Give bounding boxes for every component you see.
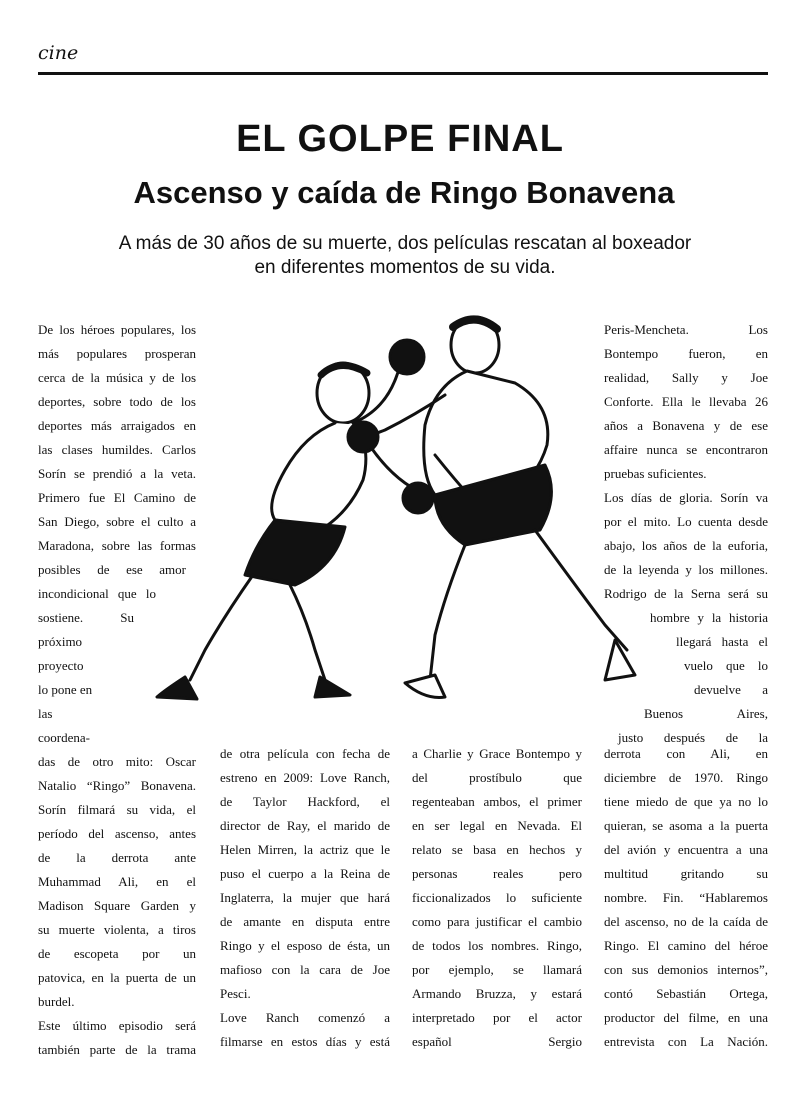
text-line: próximo [38, 634, 83, 649]
left-boxer-figure [157, 340, 433, 699]
article-deck: A más de 30 años de su muerte, dos películas rescatan al boxeador en diferentes momentos de su vida. [118, 233, 692, 278]
text-line: deportes más arraigados en [38, 418, 196, 433]
text-line: puso el cuerpo a la Reina de [220, 866, 390, 881]
text-line: entrevista con La Nación. [604, 1034, 768, 1049]
text-line: de la derrota ante [38, 850, 196, 865]
text-line: Armando Bruzza, y estará [412, 986, 582, 1001]
text-line: del ascenso, no de la caída de [604, 914, 768, 929]
text-line: posibles de ese amor [38, 562, 186, 577]
text-line: interpretado por el actor [412, 1010, 582, 1025]
text-line: abajo, los años de la euforia, [604, 538, 768, 553]
section-label: cine [38, 42, 79, 64]
text-line: llegará hasta el [676, 634, 768, 649]
text-line: Helen Mirren, la actriz que le [220, 842, 390, 857]
text-line: Ringo. El camino del héroe [604, 938, 768, 953]
text-line: hombre y la historia [650, 610, 768, 625]
text-line: deportes, sobre todo de los [38, 394, 196, 409]
text-line: tiene miedo de que ya no lo [604, 794, 768, 809]
text-line: Este último episodio será [38, 1018, 196, 1033]
text-line: multitud gritando su [604, 866, 768, 881]
text-line: del avión y encuentra a una [604, 842, 768, 857]
text-line: en ser legal en Nevada. El [412, 818, 582, 833]
text-line: devuelve a [694, 682, 768, 697]
header-rule [38, 72, 768, 75]
text-line: más populares prosperan [38, 346, 196, 361]
text-line: español Sergio [412, 1034, 582, 1049]
text-line: de otra película con fecha de [220, 746, 390, 761]
text-line: realidad, Sally y Joe [604, 370, 768, 385]
text-line: pruebas suficientes. [604, 466, 707, 481]
text-line: San Diego, sobre el culto a [38, 514, 196, 529]
text-line: años a Bonavena y de ese [604, 418, 768, 433]
text-line: personas reales pero [412, 866, 582, 881]
text-line: también parte de la trama [38, 1042, 196, 1057]
text-line: patovica, en la puerta de un [38, 970, 196, 985]
text-line: con sus demonios internos”, [604, 962, 768, 977]
text-line: del prostíbulo que [412, 770, 582, 785]
text-line: Conforte. Ella le llevaba 26 [604, 394, 768, 409]
text-line: affaire nunca se encontraron [604, 442, 768, 457]
text-line: Ringo y el esposo de ésta, un [220, 938, 390, 953]
text-line: período del ascenso, antes [38, 826, 196, 841]
text-line: Maradona, sobre las formas [38, 538, 196, 553]
text-line: derrota con Ali, en [604, 746, 768, 761]
text-line: proyecto [38, 658, 84, 673]
text-line: lo pone en [38, 682, 93, 697]
text-line: Madison Square Garden y [38, 898, 196, 913]
text-line: Sorín se prendió a la veta. [38, 466, 196, 481]
text-line: Inglaterra, la mujer que hará [220, 890, 390, 905]
text-line: incondicional que lo [38, 586, 156, 601]
text-line: Muhammad Ali, en el [38, 874, 196, 889]
text-line: regenteaban ambos, el primer [412, 794, 582, 809]
text-line: por ejemplo, se llamará [412, 962, 582, 977]
text-line: ficcionalizados lo suficiente [412, 890, 582, 905]
text-line: como para justificar el cambio [412, 914, 582, 929]
text-line: Rodrigo de la Serna será su [604, 586, 768, 601]
text-line: de escopeta por un [38, 946, 196, 961]
text-line: justo después de la [618, 730, 768, 745]
text-line: Buenos Aires, [644, 706, 768, 721]
text-line: las clases humildes. Carlos [38, 442, 196, 457]
text-line: coordena- [38, 730, 90, 745]
text-line: quieran, se asoma a la puerta [604, 818, 768, 833]
text-line: las [38, 706, 53, 721]
text-line: relato se basa en hechos y [412, 842, 582, 857]
text-line: director de Ray, el marido de [220, 818, 390, 833]
text-line: productor del filme, en una [604, 1010, 768, 1025]
text-line: de todos los nombres. Ringo, [412, 938, 582, 953]
text-line: Sorín filmará su vida, el [38, 802, 196, 817]
text-line: cerca de la música y de los [38, 370, 196, 385]
text-line: filmarse en estos días y está [220, 1034, 390, 1049]
text-line: burdel. [38, 994, 75, 1009]
text-line: Pesci. [220, 986, 251, 1001]
text-line: contó Sebastián Ortega, [604, 986, 768, 1001]
text-line: Primero fue El Camino de [38, 490, 196, 505]
text-line: nombre. Fin. “Hablaremos [604, 890, 768, 905]
boxers-illustration [135, 305, 645, 710]
text-line: diciembre de 1970. Ringo [604, 770, 768, 785]
text-line: De los héroes populares, los [38, 322, 196, 337]
text-line: de amante en disputa entre [220, 914, 390, 929]
text-line: su muerte violenta, a tiros [38, 922, 196, 937]
text-line: a Charlie y Grace Bontempo y [412, 746, 582, 761]
text-line: Los días de gloria. Sorín va [604, 490, 768, 505]
text-line: sostiene. Su [38, 610, 134, 625]
text-line: Love Ranch comenzó a [220, 1010, 390, 1025]
text-line: Bontempo fueron, en [604, 346, 768, 361]
article-title: EL GOLPE FINAL [236, 118, 564, 160]
text-line: das de otro mito: Oscar [38, 754, 196, 769]
text-line: mafioso con la cara de Joe [220, 962, 390, 977]
right-boxer-figure [348, 317, 635, 697]
text-line: de la leyenda y los millones. [604, 562, 768, 577]
text-line: Natalio “Ringo” Bonavena. [38, 778, 196, 793]
text-line: vuelo que lo [684, 658, 768, 673]
text-line: de Taylor Hackford, el [220, 794, 390, 809]
text-line: por el mito. Lo cuenta desde [604, 514, 768, 529]
article-subtitle: Ascenso y caída de Ringo Bonavena [133, 175, 675, 210]
text-line: estreno en 2009: Love Ranch, [220, 770, 390, 785]
text-line: Peris-Mencheta. Los [604, 322, 768, 337]
